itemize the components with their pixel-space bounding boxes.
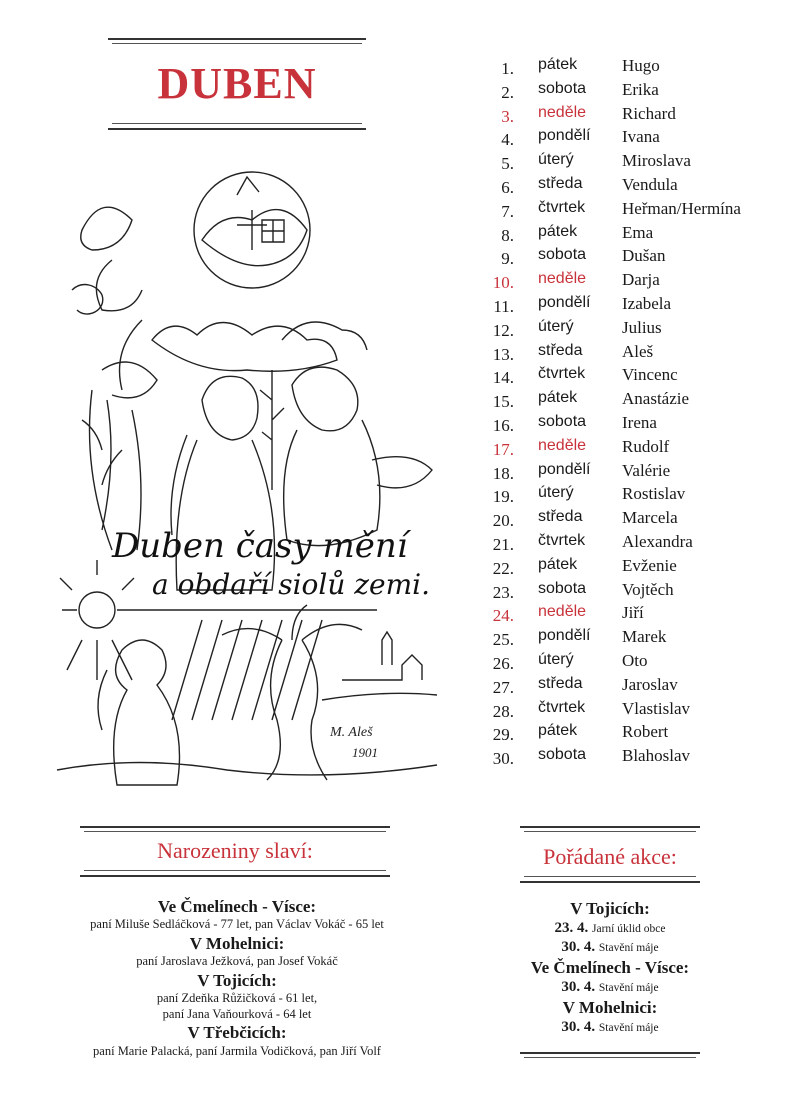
day-number: 15. [492,392,514,412]
calendar-row [480,461,780,485]
birthday-rule-top [80,826,390,828]
day-number: 2. [501,82,514,102]
calendar-row [480,175,780,199]
day-number: 5. [501,154,514,174]
event-text: Stavění máje [598,1022,659,1034]
birthday-list [52,896,422,1059]
day-name: Julius [622,317,662,337]
calendar-row [480,699,780,723]
day-weekday: pátek [538,389,578,407]
day-name: Vincenc [622,365,678,385]
calendar-row [480,104,780,128]
event-date: 30. 4. [561,979,596,995]
day-name: Vojtěch [622,579,674,599]
day-weekday: pátek [538,56,578,73]
day-number: 26. [492,653,514,673]
day-number: 8. [501,225,514,245]
day-number: 7. [501,201,514,221]
event-text: Stavění máje [598,942,659,954]
day-weekday: pondělí [538,460,591,478]
day-name: Miroslava [622,151,691,171]
event-place: V Tojicích: [570,899,650,918]
page-title: DUBEN [157,59,317,108]
event-place: V Mohelnici: [562,997,658,1017]
day-number: 4. [501,130,514,150]
birthday-place: V Mohelnici: [189,933,285,953]
day-weekday: pátek [538,222,578,240]
title-rule-top [108,38,366,40]
day-number: 16. [492,415,514,435]
calendar-row [480,56,780,80]
event-text: Jarní úklid obce [592,923,666,936]
day-weekday: středa [538,674,583,692]
day-name: Hugo [622,56,660,75]
day-number: 25. [492,630,514,650]
illustration [52,170,442,790]
day-number: 9. [501,249,514,269]
calendar-row [480,603,780,627]
day-number: 13. [492,344,514,364]
calendar-row [480,389,780,413]
calendar-row [480,365,780,389]
event-item [505,1018,715,1037]
event-item [505,938,715,957]
day-number: 22. [492,558,514,578]
day-weekday: čtvrtek [538,698,586,716]
day-number: 10. [492,273,514,293]
day-name: Ivana [622,127,660,147]
event-date: 23. 4. [554,920,589,937]
day-name: Blahoslav [622,746,690,766]
calendar-row [480,532,780,556]
day-weekday: pátek [538,555,578,573]
caption-line-1: Duben časy mění [112,526,408,566]
title-rule-bottom [108,128,366,130]
calendar-row [480,556,780,580]
day-weekday: sobota [538,746,587,764]
day-name: Alexandra [622,531,693,551]
birthday-place: V Tojicích: [197,970,277,990]
day-name: Darja [622,270,660,290]
event-text: Stavění máje [598,982,659,994]
day-weekday: čtvrtek [538,531,586,549]
day-number: 17. [492,439,514,459]
calendar-row [480,722,780,746]
birthday-rule-mid-thin [84,870,386,871]
day-weekday: úterý [538,151,574,169]
day-weekday: neděle [538,270,587,288]
caption-line-2: a obdaří siolů zemi. [152,568,431,601]
birthday-place: Ve Čmelínech - Vísce: [157,897,317,916]
day-name: Heřman/Hermína [622,198,741,218]
day-weekday: neděle [538,603,587,621]
events-rule-top [520,826,700,828]
day-weekday: úterý [538,650,574,668]
day-number: 20. [492,511,514,531]
day-weekday: úterý [538,484,574,502]
birthday-person: paní Marie Palacká, paní Jarmila Vodičková, pan Jiří Volf [93,1043,381,1058]
artist-year: 1901 [352,745,378,760]
illustration-drawing [52,170,442,790]
event-place: Ve Čmelínech - Vísce: [530,957,690,977]
day-name: Vlastislav [622,698,690,718]
artist-signature: M. Aleš [330,725,373,740]
day-weekday: úterý [538,317,574,335]
day-name: Evženie [622,555,677,575]
calendar-row [480,223,780,247]
birthday-person: paní Jana Vaňourková - 64 let [162,1006,312,1021]
day-name: Ema [622,222,654,242]
events-rule-bottom-thin [524,1057,696,1058]
day-name: Valérie [622,460,671,480]
day-number: 23. [492,582,514,602]
day-name: Dušan [622,246,666,266]
events-rule-top-thin [524,831,696,832]
day-name: Erika [622,79,659,99]
day-weekday: pondělí [538,627,591,645]
day-name: Marek [622,627,667,647]
calendar-row [480,294,780,318]
calendar-row [480,342,780,366]
day-number: 24. [492,606,514,626]
day-name: Vendula [622,174,678,194]
day-weekday: čtvrtek [538,365,586,383]
day-weekday: středa [538,174,583,192]
event-item [505,919,715,938]
day-number: 27. [492,677,514,697]
calendar-row [480,675,780,699]
calendar-row [480,318,780,342]
day-name: Izabela [622,293,672,313]
day-weekday: neděle [538,436,587,454]
day-weekday: pátek [538,722,578,740]
day-weekday: středa [538,508,583,526]
day-number: 19. [492,487,514,507]
day-name: Irena [622,412,657,432]
title-rule-top-thin [112,43,362,44]
events-rule-mid-thin [524,876,696,877]
day-weekday: sobota [538,246,587,264]
events-rule-mid [520,881,700,883]
day-number: 18. [492,463,514,483]
birthday-title: Narozeniny slaví: [157,838,313,863]
birthday-person: paní Jaroslava Ježková, pan Josef Vokáč [136,954,338,969]
day-weekday: pondělí [538,293,591,311]
event-item [505,978,715,997]
event-date: 30. 4. [561,939,596,955]
calendar-row [480,508,780,532]
calendar-row [480,127,780,151]
day-name: Jaroslav [622,674,678,694]
event-date: 30. 4. [561,1019,596,1035]
title-rule-bottom-thin [112,123,362,124]
calendar-row [480,484,780,508]
day-name: Anastázie [622,389,690,409]
day-number: 29. [492,725,514,745]
day-weekday: sobota [538,412,587,430]
day-weekday: pondělí [538,127,591,145]
birthday-person: paní Miluše Sedláčková - 77 let, pan Václav Vokáč - 65 let [90,917,384,932]
day-weekday: čtvrtek [538,198,586,216]
events-list [505,898,715,1037]
calendar-list [480,56,780,770]
day-name: Rudolf [622,436,670,456]
day-number: 6. [501,177,514,197]
calendar-row [480,437,780,461]
day-number: 28. [492,701,514,721]
day-weekday: středa [538,341,583,359]
calendar-row [480,80,780,104]
day-number: 30. [492,749,514,769]
day-name: Rostislav [622,484,686,504]
calendar-row [480,627,780,651]
day-number: 1. [501,59,514,78]
birthday-rule-top-thin [84,831,386,832]
birthday-place: V Třebčicích: [187,1023,287,1043]
calendar-row [480,270,780,294]
day-weekday: sobota [538,79,587,97]
day-name: Oto [622,650,648,670]
events-rule-bottom [520,1052,700,1054]
calendar-row [480,413,780,437]
calendar-row [480,580,780,604]
events-title: Pořádané akce: [543,844,677,869]
calendar-row [480,746,780,770]
calendar-row [480,151,780,175]
day-name: Marcela [622,508,678,528]
calendar-row [480,246,780,270]
day-name: Robert [622,722,669,742]
day-number: 21. [492,534,514,554]
day-name: Jiří [622,603,644,623]
day-name: Aleš [622,341,654,361]
birthday-rule-mid [80,875,390,877]
day-number: 3. [501,106,514,126]
calendar-row [480,199,780,223]
day-name: Richard [622,103,676,123]
day-number: 14. [492,368,514,388]
day-number: 11. [493,296,514,316]
day-weekday: sobota [538,579,587,597]
day-number: 12. [492,320,514,340]
calendar-row [480,651,780,675]
birthday-person: paní Zdeňka Růžičková - 61 let, [156,991,318,1005]
day-weekday: neděle [538,103,587,121]
